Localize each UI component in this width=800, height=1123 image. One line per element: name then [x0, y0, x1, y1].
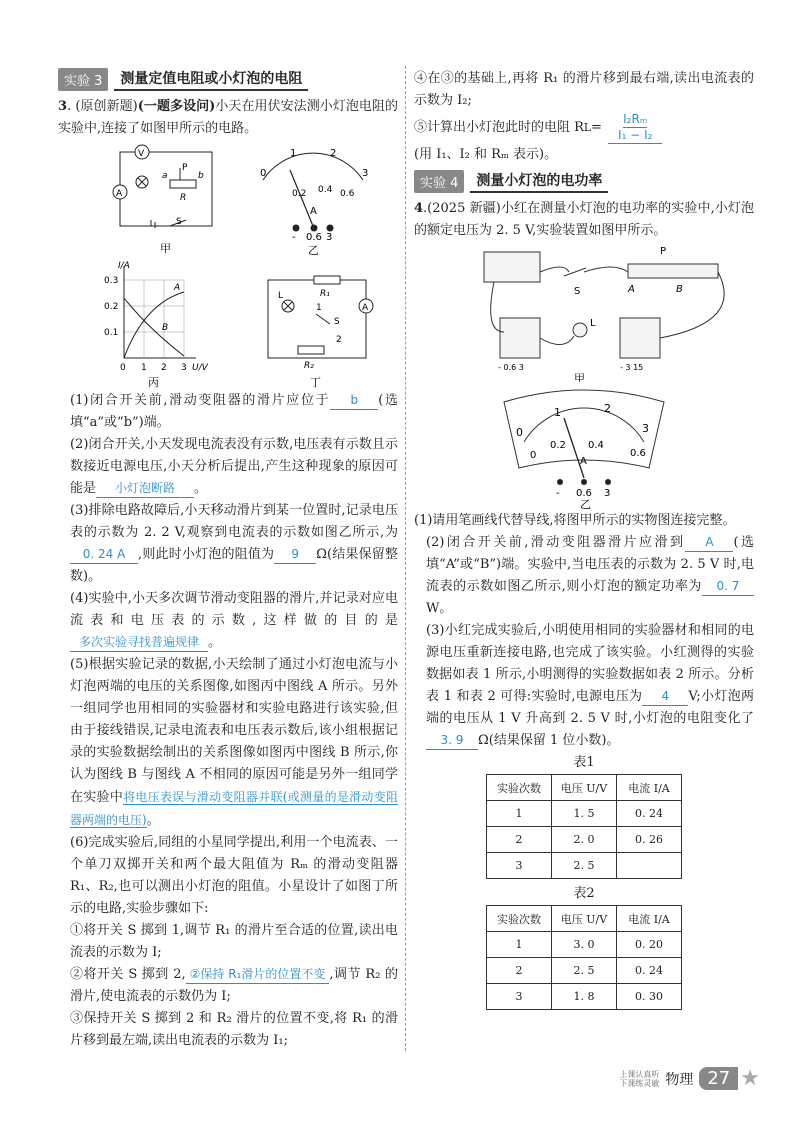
- question-3-3: (3)排除电路故障后,小天移动滑片到某一位置时,记录电压表的示数为 2. 2 V,观察到电流表的示数如图乙所示,为0. 24 A ,则此时小灯泡的阻值为 9 Ω(结果保留整数)。: [70, 503, 398, 584]
- page-number: 27: [699, 1067, 738, 1090]
- dial-tick-1: 1: [554, 406, 561, 419]
- table-row: 3 1. 8 0. 30: [487, 984, 682, 1010]
- graph-label-a: A: [174, 283, 181, 293]
- terminal-3: 3: [604, 488, 611, 499]
- dial-tick-0.2: 0.2: [292, 189, 307, 199]
- question-text: 小天在用伏安法测小灯泡电阻的实验中,连接了如图甲所示的电路。: [58, 99, 398, 136]
- left-column: [58, 68, 398, 1052]
- answer-blank: b: [330, 391, 378, 410]
- graph-xtick-3: 3: [181, 363, 187, 373]
- question-3-intro: 3. (原创新题)(一题多设问)小天在用伏安法测小灯泡电阻的实验中,连接了如图甲所示的电路。: [58, 99, 398, 136]
- question-4-3: (3)小红完成实验后,小明使用相同的实验器材和相同的电源电压重新连接电路,也完成了该实验。小红测得的实验数据如表 1 所示,小明测得的实验数据如表 2 所示。分析表 1 和表 2 可得:实验时,电源电压为 4 V;小灯泡两端的电压从 1 V 升高到 2. 5 V 时,小灯泡的电阻变化了3. 9 Ω(结果保留 1 位小数)。: [426, 623, 754, 748]
- dial-tick-2: 2: [604, 402, 611, 415]
- step-5: ⑤计算出小灯泡此时的电阻 R L = $\frac{\text{I₂Rₘ}}{\text{I₁ − I₂}}$ (用 I₁、I₂ 和 Rₘ 表示)。: [414, 112, 754, 166]
- question-3-4: (4)实验中,小天多次调节滑动变阻器的滑片,并记录对应电流表和电压表的示数,这样做的目的是多次实验寻找普遍规律 。: [70, 591, 398, 650]
- question-4-1: (1)请用笔画线代替导线,将图甲所示的实物图连接完整。: [414, 513, 736, 528]
- terminal-0.6: 0.6: [576, 488, 592, 499]
- power-supply-icon: [484, 252, 540, 282]
- lamp-icon: [573, 323, 587, 337]
- answer-blank: 小灯泡断路: [96, 479, 194, 498]
- dial-tick-1: 1: [290, 148, 297, 159]
- ammeter-icon: [500, 318, 540, 358]
- dial-tick-0: 0: [260, 168, 267, 179]
- label-b: B: [676, 284, 683, 295]
- table-header-row: 实验次数 电压 U/V 电流 I/A: [487, 775, 682, 801]
- answer-blank: 多次实验寻找普遍规律: [70, 633, 208, 652]
- footer-subject: 物理: [665, 1071, 694, 1088]
- question-3-6: (6)完成实验后,同组的小星同学提出,利用一个电流表、一个单刀双掷开关和两个最大阻值为 Rₘ 的滑动变阻器 R₁、R₂,也可以测出小灯泡的阻值。小星设计了如图丁所示的电路,实验步骤如下:: [70, 835, 398, 916]
- label-a: A: [116, 189, 123, 199]
- table-2-caption: 表2: [573, 886, 595, 901]
- terminal-minus: -: [556, 488, 560, 499]
- graph-xtick-2: 2: [161, 363, 167, 373]
- graph-label-b: B: [162, 323, 169, 333]
- answer-blank: A: [685, 533, 733, 552]
- terminal-3: 3: [326, 232, 333, 243]
- graph-line-a: [124, 292, 184, 358]
- dial-arc: [263, 153, 363, 180]
- rheostat-r1-icon: [314, 276, 340, 284]
- figure-row-1: [58, 140, 398, 258]
- star-mascot-icon: ★: [740, 1066, 760, 1091]
- answer-blank: ②保持 R₁滑片的位置不变: [186, 965, 330, 984]
- figure-caption-jia: 甲: [160, 242, 171, 255]
- dial-tick-0.6: 0.6: [630, 448, 646, 459]
- figure-dial-yi: [414, 382, 754, 510]
- question-number: 3: [58, 99, 68, 114]
- dial-letter-a: A: [310, 206, 317, 217]
- label-l: L: [590, 318, 596, 329]
- table-row: 3 2. 5: [487, 853, 682, 879]
- formula-denominator: I₁ − I₂: [618, 128, 653, 142]
- table-1-caption: 表1: [573, 755, 595, 770]
- graph-xtick-1: 1: [141, 363, 147, 373]
- dial-tick-0: 0: [516, 426, 523, 439]
- figure-caption-jia: 甲: [574, 372, 585, 382]
- label-s: S: [334, 317, 340, 327]
- step-3: ③保持开关 S 掷到 2 和 R₂ 滑片的位置不变,将 R₁ 的滑片移到最左端,读出电流表的示数为 I₁;: [70, 1011, 398, 1048]
- label-a: A: [362, 303, 369, 313]
- figure-apparatus-jia: [414, 242, 754, 382]
- section-tag: 实验 3: [58, 68, 108, 91]
- right-column: [414, 68, 754, 1010]
- label-s: S: [176, 217, 182, 227]
- circuit-jia: [113, 145, 212, 228]
- label-v: V: [138, 149, 145, 159]
- step-2: ②将开关 S 掷到 2, ②保持 R₁滑片的位置不变 ,调节 R₂ 的滑片,使电流表的示数仍为 I;: [70, 967, 398, 1004]
- question-3-2: (2)闭合开关,小天发现电流表没有示数,电压表有示数且示数接近电源电压,小天分析后提出,产生这种现象的原因可能是 小灯泡断路 。: [70, 437, 398, 496]
- question-3-5: (5)根据实验记录的数据,小天绘制了通过小灯泡电流与小灯泡两端的电压的关系图像,如图丙中图线 A 所示。另外一组同学也用相同的实验器材和实验电路进行该实验,但由于接线错误,记录电流表和电压表示数后,该小组根据记录的实验数据绘制出的关系图像如图丙中图线 B 所示,你认为图线 B 与图线 A 不相同的原因可能是另外一组同学在实验中将电压表误与滑动变阻器并联(或测量的是滑动变阻器两端的电压)。: [70, 657, 398, 828]
- answer-blank: 3. 9: [426, 731, 478, 750]
- circuit-figure-jia-yi: [58, 140, 398, 258]
- section-header-experiment-4: [414, 170, 754, 192]
- figure-caption-bing: 丙: [148, 376, 159, 389]
- step-1: ①将开关 S 掷到 1,调节 R₁ 的滑片至合适的位置,读出电流表的示数为 I;: [70, 923, 398, 960]
- graph-figure-bing-ding: [58, 258, 398, 390]
- question-4-intro: 4.(2025 新疆)小红在测量小灯泡的电功率的实验中,小灯泡的额定电压为 2. 5 V,实验装置如图甲所示。: [414, 201, 754, 238]
- graph-xtick-0: 0: [120, 363, 126, 373]
- label-a: A: [628, 284, 635, 295]
- label-p: P: [660, 246, 667, 257]
- label-l: L: [278, 291, 284, 301]
- label-b-end: b: [198, 171, 204, 181]
- dial-tick-3: 3: [642, 422, 649, 435]
- footer-slogan: 上课认真听 下课练灵敏: [619, 1069, 660, 1088]
- dial-tick-2: 2: [330, 148, 337, 159]
- label-p: P: [182, 163, 188, 173]
- table-row: 2 2. 0 0. 26: [487, 827, 682, 853]
- answer-blank: 4: [642, 687, 688, 706]
- figure-row-2: [58, 258, 398, 390]
- graph-ytick-0.2: 0.2: [104, 302, 119, 312]
- rheostat-icon: [170, 180, 196, 188]
- dial-tick-0.2: 0.2: [550, 440, 566, 451]
- section-title: 测量小灯泡的电功率: [470, 169, 608, 193]
- rheostat-icon: [628, 264, 718, 278]
- formula-numerator: I₂Rₘ: [623, 112, 648, 126]
- graph-y-label: I/A: [118, 261, 130, 271]
- ammeter-terminals: - 0.6 3: [498, 363, 524, 372]
- voltmeter-terminals: - 3 15: [620, 363, 644, 372]
- dial-tick-0.4: 0.4: [588, 440, 604, 451]
- table-row: 2 2. 5 0. 24: [487, 958, 682, 984]
- page-footer: [619, 1066, 760, 1091]
- column-divider: [405, 66, 406, 1051]
- question-tag: (一题多设问): [137, 99, 216, 114]
- graph-ytick-0.1: 0.1: [104, 328, 119, 338]
- dial-tick-0-inner: 0: [530, 450, 537, 461]
- terminal-minus: -: [292, 232, 296, 243]
- step-4: ④在③的基础上,再将 R₁ 的滑片移到最右端,读出电流表的示数为 I₂;: [414, 71, 754, 108]
- question-3-1: (1)闭合开关前,滑动变阻器的滑片应位于 b (选填“a”或“b”)端。: [70, 393, 398, 430]
- label-1: 1: [316, 303, 322, 313]
- figure-caption-ding: 丁: [310, 376, 321, 389]
- question-4-2: (2)闭合开关前,滑动变阻器滑片应滑到 A (选填“A”或“B”)端。实验中,当电压表的示数为 2. 5 V 时,电流表的示数如图乙所示,则小灯泡的额定功率为 0. 7W。: [426, 535, 754, 616]
- section-tag: 实验 4: [414, 170, 464, 193]
- label-2: 2: [336, 335, 342, 345]
- table-2: [486, 905, 682, 1010]
- table-row: 1 1. 5 0. 24: [487, 801, 682, 827]
- dial-letter-a: A: [580, 456, 587, 467]
- switch-blade: [316, 314, 330, 324]
- figure-caption-yi: 乙: [308, 244, 319, 257]
- figure-caption-yi: 乙: [580, 498, 591, 510]
- answer-blank: 9: [274, 545, 316, 564]
- table-1: [486, 774, 682, 879]
- answer-blank: 0. 7: [702, 577, 754, 596]
- table-row: 1 3. 0 0. 20: [487, 932, 682, 958]
- rheostat-r2-icon: [298, 346, 324, 354]
- formula-answer: [608, 112, 662, 144]
- label-r2: R₂: [304, 361, 314, 371]
- apparatus-svg: [414, 242, 754, 382]
- label-r: R: [180, 193, 187, 203]
- dial-svg: [414, 382, 754, 510]
- answer-blank: 将电压表误与滑动变阻器并联(或测量的是滑动变阻器两端的电压): [70, 790, 398, 827]
- dial-tick-3: 3: [362, 168, 369, 179]
- section-header-experiment-3: [58, 68, 398, 90]
- question-source: (原创新题): [75, 99, 138, 114]
- dial-tick-0.6: 0.6: [340, 189, 355, 199]
- dial-tick-0.4: 0.4: [318, 185, 333, 195]
- graph-x-label: U/V: [192, 363, 208, 373]
- voltmeter-icon: [620, 318, 660, 358]
- table-header-row: 实验次数 电压 U/V 电流 I/A: [487, 906, 682, 932]
- section-title: 测量定值电阻或小灯泡的电阻: [114, 67, 308, 91]
- answer-blank: 0. 24 A: [70, 545, 138, 564]
- label-s: S: [574, 286, 581, 297]
- terminal-0.6: 0.6: [306, 232, 322, 243]
- label-a-end: a: [162, 171, 168, 181]
- graph-line-b: [124, 298, 184, 356]
- circuit-loop: [120, 152, 212, 226]
- graph-ytick-0.3: 0.3: [104, 276, 119, 286]
- label-r1: R₁: [320, 289, 330, 299]
